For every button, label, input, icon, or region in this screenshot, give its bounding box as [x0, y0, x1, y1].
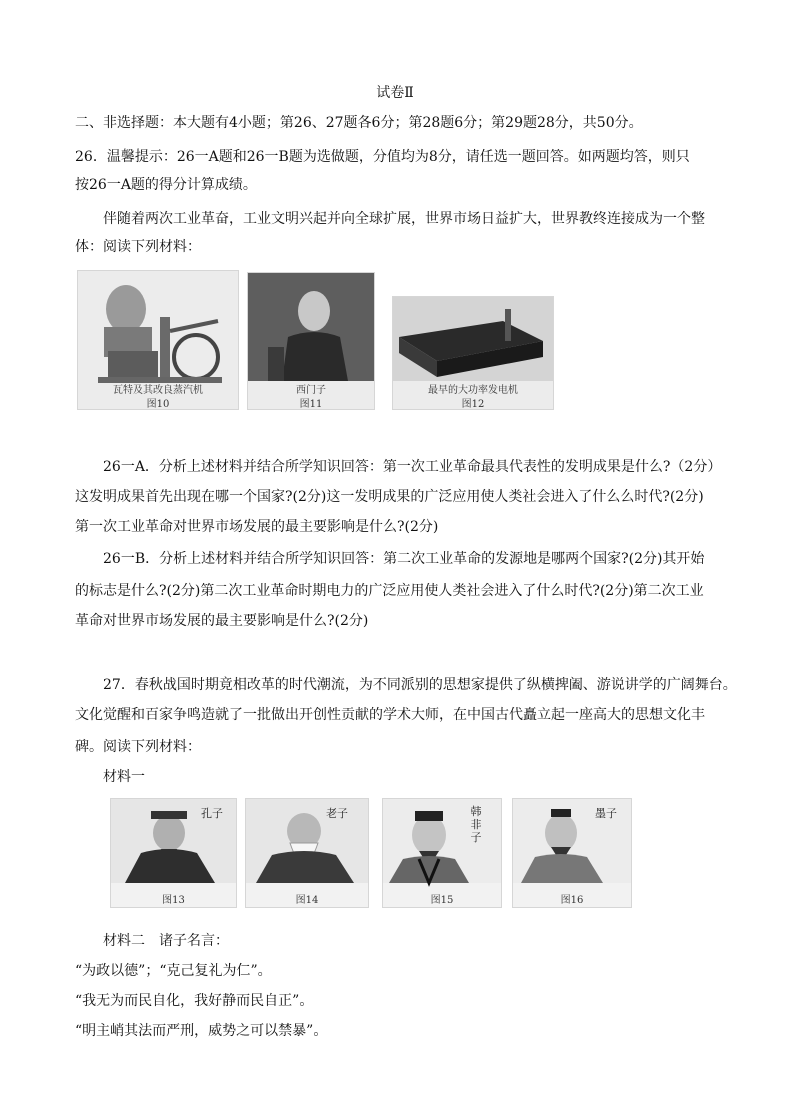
- figure-15-name: 韩非子: [470, 805, 482, 844]
- section-heading: 二、非选择题：本大题有4小题；第26、27题各6分；第28题6分；第29题28分，共50分。: [75, 115, 643, 131]
- q26a-line1: 26一A．分析上述材料并结合所学知识回答：第一次工业革命最具代表性的发明成果是什么?（2分）: [103, 459, 722, 475]
- figure-16-name: 墨子: [595, 807, 617, 820]
- q26a-line3: 第一次工业革命对世界市场发展的最主要影响是什么?(2分): [75, 519, 439, 535]
- figure-10-label: 图10: [146, 399, 170, 410]
- quote-3: “明主峭其法而严刑，威势之可以禁暴”。: [75, 1023, 328, 1039]
- quote-1: “为政以德”；“克己复礼为仁”。: [75, 963, 272, 979]
- figure-13-label: 图13: [162, 895, 185, 906]
- q26a-line2: 这发明成果首先出现在哪一个国家?(2分)这一发明成果的广泛应用使人类社会进入了什么么时代?(2分): [75, 489, 704, 505]
- figure-11-label: 图11: [299, 399, 323, 410]
- figure-12-caption: 最早的大功率发电机: [428, 385, 518, 396]
- paper-title: 试卷Ⅱ: [376, 85, 414, 101]
- material-2-label: 材料二 诸子名言：: [103, 933, 229, 949]
- figure-11-siemens: [247, 272, 375, 410]
- q27-intro-line2: 文化觉醒和百家争鸣造就了一批做出开创性贡献的学术大师，在中国古代矗立起一座高大的思想文化丰: [75, 707, 705, 723]
- figure-16-label: 图16: [560, 895, 584, 906]
- figure-14-label: 图14: [295, 895, 319, 906]
- quote-2: “我无为而民自化，我好静而民自正”。: [75, 993, 314, 1009]
- figure-13-confucius: [110, 798, 237, 908]
- figure-13-name: 孔子: [201, 807, 223, 820]
- figure-14-name: 老子: [326, 807, 348, 820]
- figure-11-caption: 西门子: [296, 385, 326, 396]
- figure-16-mozi: [512, 798, 632, 908]
- figure-12-label: 图12: [461, 399, 485, 410]
- figure-12-generator: [392, 296, 554, 410]
- figure-14-laozi: [245, 798, 369, 908]
- material-1-label: 材料一: [103, 769, 145, 785]
- figure-10-steam-engine: [77, 270, 239, 410]
- q26-intro-line1: 26．温馨提示：26一A题和26一B题为选做题，分值均为8分，请任选一题回答。如两题均答，则只: [75, 149, 690, 165]
- q27-intro-line1: 27．春秋战国时期竟相改革的时代潮流，为不同派别的思想家提供了纵横捭阖、游说讲学的广阔舞台。: [103, 677, 737, 693]
- q26b-line3: 革命对世界市场发展的最主要影响是什么?(2分): [75, 613, 369, 629]
- q26-intro-line2: 按26一A题的得分计算成绩。: [75, 177, 257, 193]
- q26b-line1: 26一B．分析上述材料并结合所学知识回答：第二次工业革命的发源地是哪两个国家?(2分)其开始: [103, 551, 705, 567]
- q27-intro-line3: 碑。阅读下列材料：: [75, 739, 201, 755]
- figure-15-label: 图15: [430, 895, 454, 906]
- q26-lead-line2: 体：阅读下列材料：: [75, 239, 201, 255]
- figure-15-hanfeizi: [382, 798, 502, 908]
- q26-lead-line1: 伴随着两次工业革奋，工业文明兴起并向全球扩展，世界市场日益扩大，世界教终连接成为一个整: [103, 211, 705, 227]
- figure-10-caption: 瓦特及其改良蒸汽机: [113, 385, 203, 396]
- q26b-line2: 的标志是什么?(2分)第二次工业革命时期电力的广泛应用使人类社会进入了什么时代?(2分)第二次工业: [75, 583, 704, 599]
